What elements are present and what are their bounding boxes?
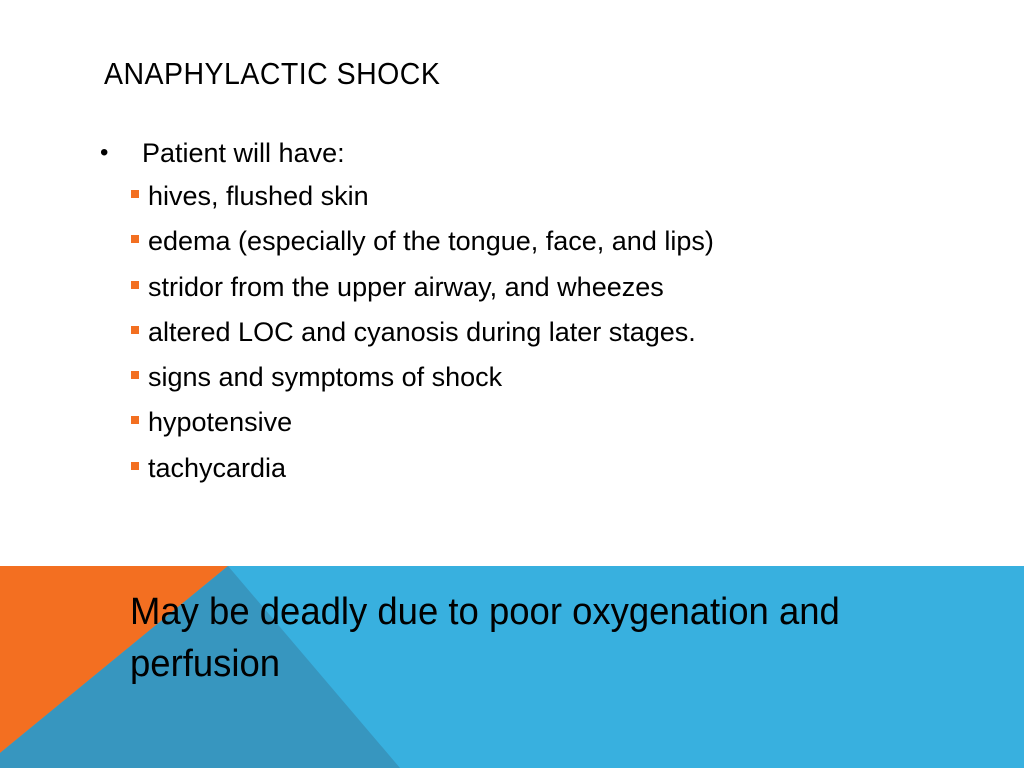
orange-square-bullet-icon: [131, 416, 139, 424]
content-area: [100, 132, 960, 491]
list-item: [100, 446, 960, 491]
list-item-text: hypotensive: [148, 407, 293, 438]
orange-square-bullet-icon: [131, 190, 139, 198]
orange-square-bullet-icon: [131, 235, 139, 243]
orange-square-bullet-icon: [131, 462, 139, 470]
list-item-text: tachycardia: [148, 452, 287, 483]
list-item-text: edema (especially of the tongue, face, and lips): [148, 226, 714, 257]
list-item-text: altered LOC and cyanosis during later stages.: [148, 316, 696, 347]
slide-title: ANAPHYLACTIC SHOCK: [104, 56, 441, 91]
orange-square-bullet-icon: [131, 371, 139, 379]
bullet-dot-icon: •: [100, 139, 109, 166]
list-item-text: signs and symptoms of shock: [148, 362, 503, 393]
list-item: [100, 219, 960, 264]
bullet-intro-text: Patient will have:: [142, 138, 345, 168]
orange-square-bullet-icon: [131, 281, 139, 289]
list-item: [100, 310, 960, 355]
list-item: [100, 265, 960, 310]
list-item: [100, 355, 960, 400]
symptom-list: [100, 174, 960, 491]
list-item-text: stridor from the upper airway, and wheezes: [148, 271, 664, 302]
list-item: [100, 400, 960, 445]
orange-square-bullet-icon: [131, 326, 139, 334]
callout-text: May be deadly due to poor oxygenation and perfusion: [130, 591, 840, 685]
list-item-text: hives, flushed skin: [148, 181, 369, 211]
list-item: [100, 174, 960, 219]
bullet-intro: [100, 132, 960, 174]
